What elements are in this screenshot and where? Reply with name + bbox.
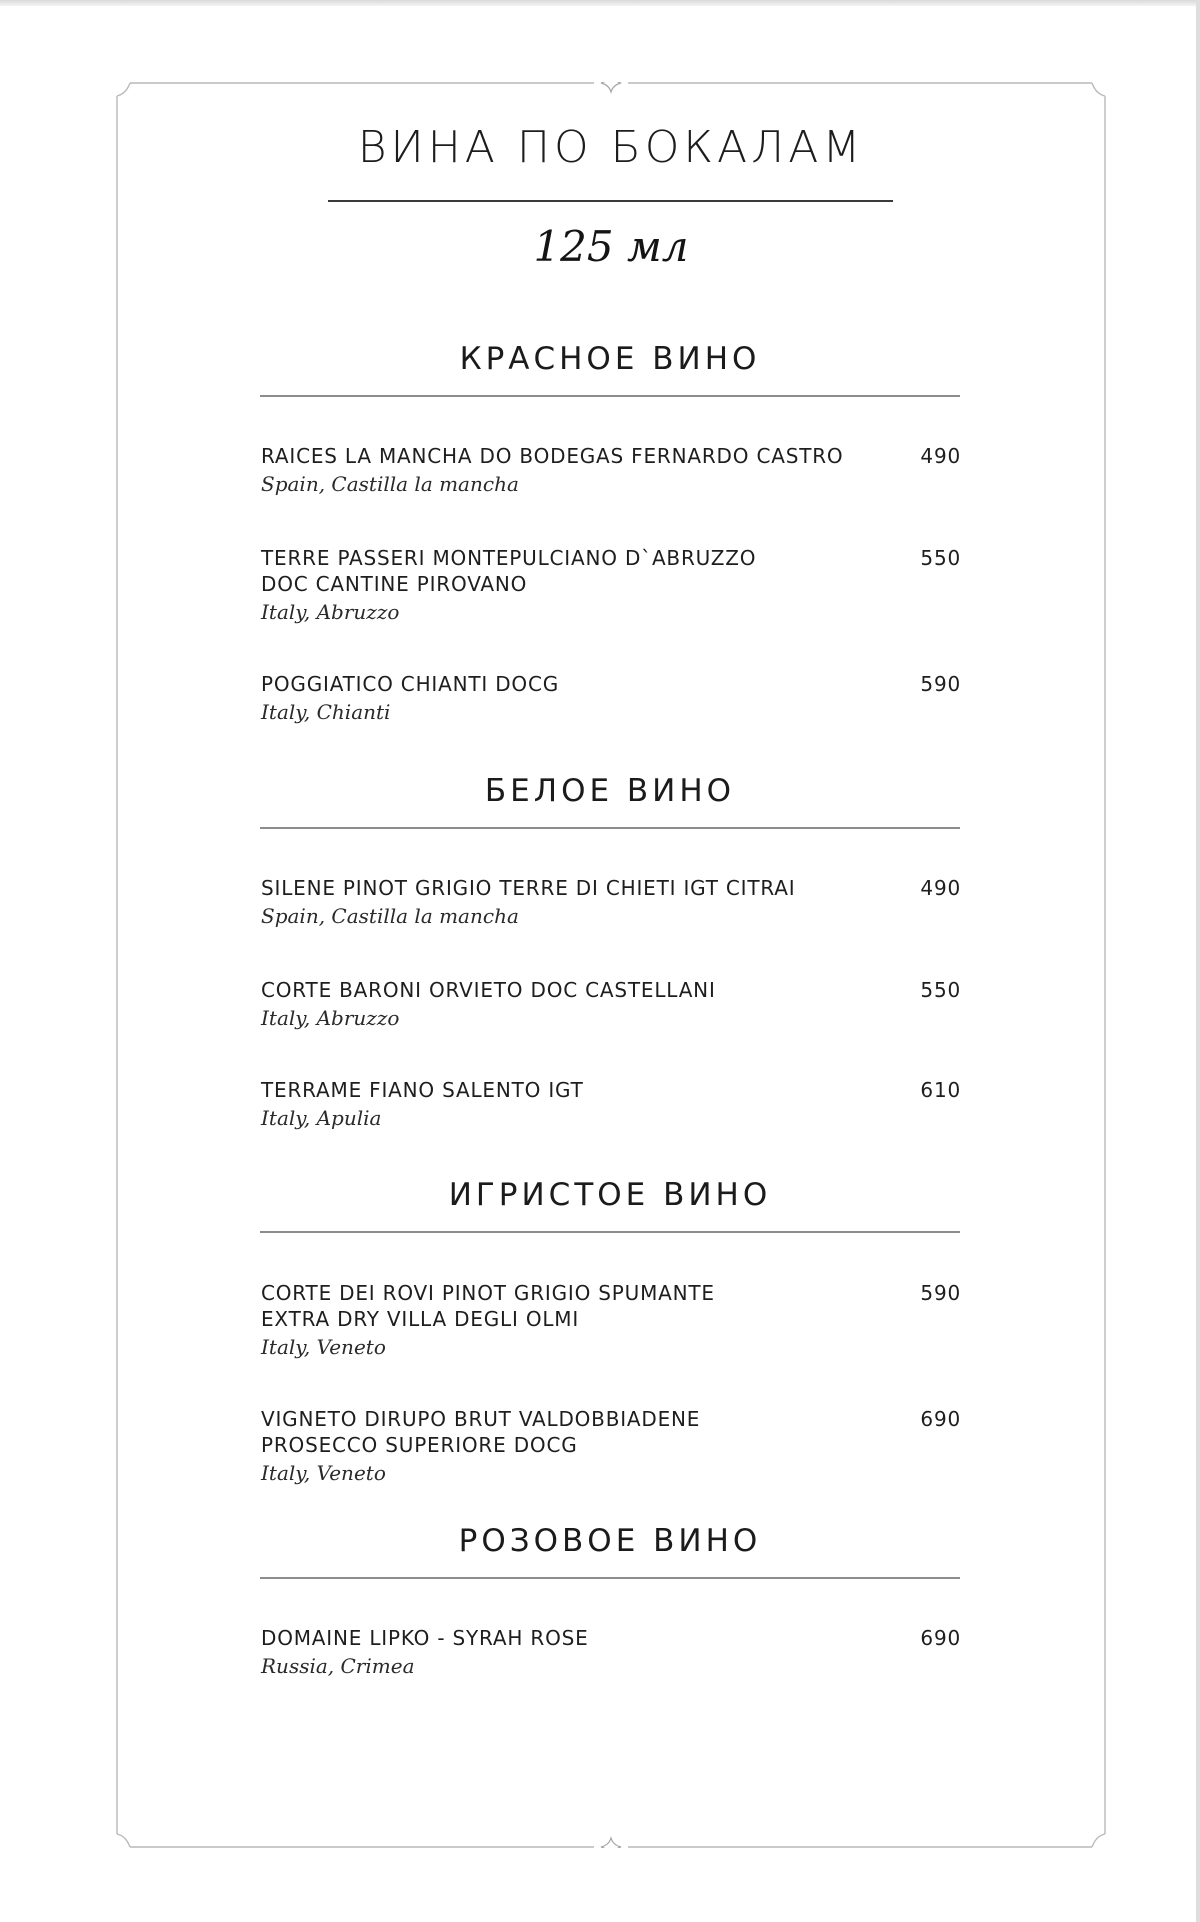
wine-origin: Italy, Abruzzo (261, 1006, 400, 1030)
wine-item (261, 1077, 961, 1132)
wine-item (261, 1280, 961, 1361)
section-divider-rose-wine (260, 1577, 960, 1579)
title-divider (328, 200, 893, 202)
menu-subtitle-volume: 125 мл (533, 222, 689, 271)
frame-ornament-top (601, 82, 621, 92)
wine-price: 690 (920, 1407, 961, 1431)
frame-ornament-bottom (601, 1838, 621, 1848)
wine-origin: Italy, Veneto (261, 1335, 386, 1359)
wine-item (261, 875, 961, 930)
screenshot-top-edge (0, 0, 1200, 6)
section-divider-red-wine (260, 395, 960, 397)
section-divider-white-wine (260, 827, 960, 829)
wine-price: 490 (920, 876, 961, 900)
wine-price: 550 (920, 978, 961, 1002)
wine-name: SILENE PINOT GRIGIO TERRE DI CHIETI IGT CITRAI (261, 876, 796, 900)
wine-price: 690 (920, 1626, 961, 1650)
wine-price: 550 (920, 546, 961, 570)
wine-item (261, 443, 961, 498)
section-title-rose-wine: РОЗОВОЕ ВИНО (458, 1523, 762, 1559)
wine-item (261, 545, 961, 626)
wine-origin: Italy, Chianti (261, 700, 391, 724)
wine-item (261, 1406, 961, 1487)
wine-origin: Spain, Castilla la mancha (261, 904, 519, 928)
wine-name: DOMAINE LIPKO - SYRAH ROSE (261, 1626, 589, 1650)
wine-origin: Russia, Crimea (261, 1654, 415, 1678)
wine-name: CORTE DEI ROVI PINOT GRIGIO SPUMANTE EXTRA DRY VILLA DEGLI OLMI (261, 1281, 715, 1331)
section-divider-sparkling-wine (260, 1231, 960, 1233)
menu-title: ВИНА ПО БОКАЛАМ (357, 122, 865, 173)
wine-origin: Spain, Castilla la mancha (261, 472, 519, 496)
wine-name: VIGNETO DIRUPO BRUT VALDOBBIADENE PROSECCO SUPERIORE DOCG (261, 1407, 701, 1457)
wine-item (261, 671, 961, 726)
section-title-white-wine: БЕЛОЕ ВИНО (484, 773, 736, 809)
wine-name: TERRAME FIANO SALENTO IGT (261, 1078, 584, 1102)
wine-price: 590 (920, 672, 961, 696)
wine-price: 490 (920, 444, 961, 468)
wine-price: 610 (920, 1078, 961, 1102)
section-title-sparkling-wine: ИГРИСТОЕ ВИНО (448, 1177, 772, 1213)
wine-origin: Italy, Apulia (261, 1106, 382, 1130)
section-title-red-wine: КРАСНОЕ ВИНО (459, 341, 761, 377)
wine-item (261, 1625, 961, 1680)
wine-name: RAICES LA MANCHA DO BODEGAS FERNARDO CASTRO (261, 444, 844, 468)
wine-price: 590 (920, 1281, 961, 1305)
wine-name: CORTE BARONI ORVIETO DOC CASTELLANI (261, 978, 716, 1002)
wine-origin: Italy, Abruzzo (261, 600, 400, 624)
wine-name: TERRE PASSERI MONTEPULCIANO D`ABRUZZO DOC CANTINE PIROVANO (261, 546, 757, 596)
wine-origin: Italy, Veneto (261, 1461, 386, 1485)
screenshot-right-edge (1196, 0, 1200, 1922)
wine-item (261, 977, 961, 1032)
wine-name: POGGIATICO CHIANTI DOCG (261, 672, 560, 696)
